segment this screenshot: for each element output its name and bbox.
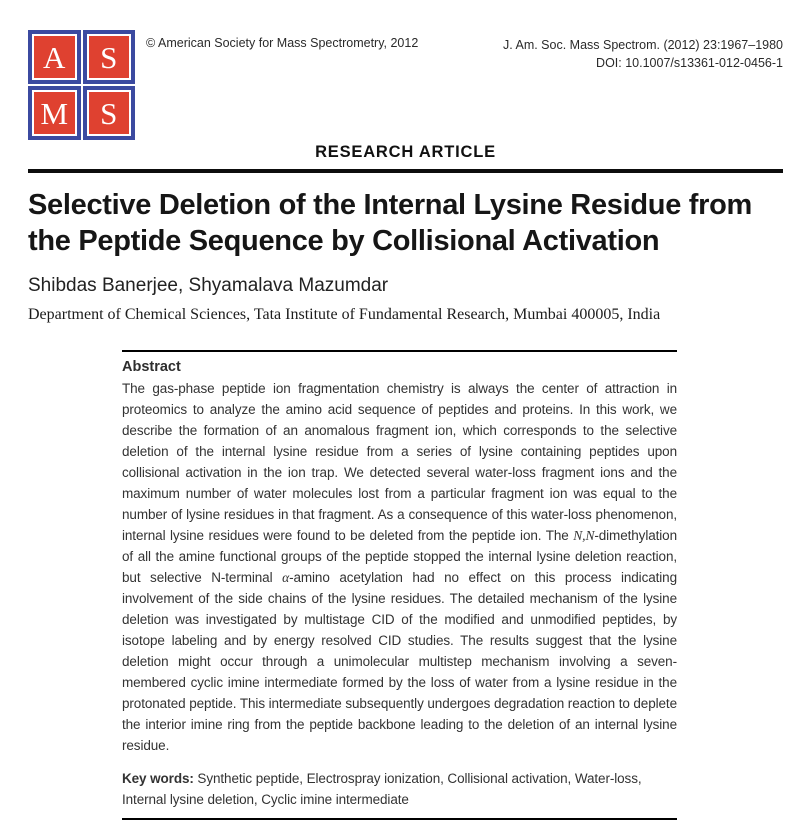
abstract-section — [122, 350, 677, 820]
logo-cell-inner — [32, 34, 77, 80]
citation-block — [503, 36, 783, 72]
logo-cell — [83, 86, 136, 140]
authors-line: Shibdas Banerjee, Shyamalava Mazumdar — [28, 275, 389, 296]
logo-cell — [28, 86, 81, 140]
keywords-line — [122, 768, 677, 810]
keywords-list: Synthetic peptide, Electrospray ionization, Collisional activation, Water-loss, Internal lysine deletion, Cyclic imine intermediate — [122, 771, 642, 807]
logo-cell-inner — [32, 90, 77, 136]
research-article-label: RESEARCH ARTICLE — [315, 143, 496, 161]
logo-letter-a: A — [43, 39, 66, 75]
logo-letter-m: M — [40, 95, 69, 131]
abstract-heading: Abstract — [122, 359, 181, 375]
logo-cell — [28, 30, 81, 84]
logo-cell-inner — [87, 90, 132, 136]
logo-cell — [83, 30, 136, 84]
header-texts — [146, 30, 783, 72]
asms-logo — [28, 30, 135, 140]
abstract-text: The gas-phase peptide ion fragmentation chemistry is always the center of attraction in proteomics to analyze the amino acid sequence of peptides and proteins. In this work, we describe the formation of an anomalous fragment ion, which corresponds to the selective deletion of the internal lysine residue from a series of lysine containing peptides upon collisional activation in the ion trap. We detected several water-loss fragment ions and the maximum number of water molecules lost from a particular fragment ion was equal to the number of lysine residues in that fragment. As a consequence of this water-loss phenomenon, internal lysine residues were found to be deleted from the peptide ion. The N,N-dimethylation of all the amine functional groups of the peptide stopped the internal lysine deletion reaction, but selective N-terminal α-amino acetylation had no effect on this process indicating involvement of the side chains of the lysine residues. The detailed mechanism of the lysine deletion was investigated by multistage CID of the modified and unmodified peptides, by isotope labeling and by energy resolved CID studies. The results suggest that the lysine deletion might occur through a unimolecular multistep mechanism involving a seven-membered cyclic imine intermediate formed by the loss of water from a lysine residue in the protonated peptide. This intermediate subsequently undergoes degradation reaction to deplete the interior imine ring from the peptide backbone leading to the deletion of an internal lysine residue. — [122, 381, 678, 753]
affiliation-line: Department of Chemical Sciences, Tata Institute of Fundamental Research, Mumbai 400005, India — [28, 306, 661, 323]
doi-text: DOI: 10.1007/s13361-012-0456-1 — [596, 56, 783, 71]
page-header — [28, 30, 783, 140]
journal-citation: J. Am. Soc. Mass Spectrom. (2012) 23:1967–1980 — [502, 38, 783, 52]
header-rule — [28, 169, 783, 173]
logo-letter-s2: S — [100, 95, 118, 131]
article-title: Selective Deletion of the Internal Lysine Residue from the Peptide Sequence by Collisional Activation — [28, 189, 753, 257]
logo-letter-s1: S — [100, 39, 118, 75]
logo-cell-inner — [87, 34, 132, 80]
keywords-label: Key words: — [122, 771, 194, 786]
copyright-text: © American Society for Mass Spectrometry, 2012 — [146, 36, 419, 50]
